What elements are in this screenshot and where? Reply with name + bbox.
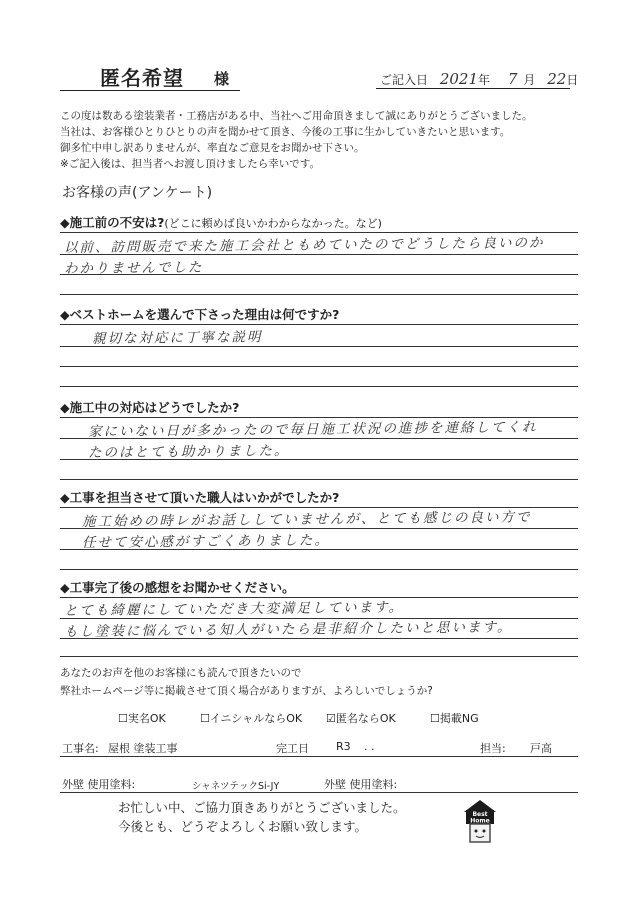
question-hint: (どこに頼めば良いかわからなかった。など) bbox=[164, 217, 382, 230]
answer-3-line-2: たのはとても助かりました。 bbox=[87, 442, 290, 461]
share-line-2: 弊社ホームページ等に掲載させて頂く場合がありますが、よろしいでしょうか? bbox=[60, 685, 433, 697]
option-anonymous[interactable] bbox=[326, 710, 396, 726]
answer-line bbox=[60, 324, 578, 325]
date-label: ご記入日 bbox=[380, 73, 429, 87]
question-4 bbox=[60, 488, 339, 506]
intro-text bbox=[60, 108, 533, 172]
answer-line bbox=[60, 459, 578, 460]
question-label: ◆工事を担当させて頂いた職人はいかがでしたか? bbox=[60, 490, 340, 505]
complete-date-label: 完工日 bbox=[276, 742, 309, 755]
intro-line: 当社は、お客様ひとりひとりの声を聞かせて頂き、今後の工事に生かしていきたいと思います。 bbox=[60, 126, 511, 138]
date-day: 22 bbox=[547, 70, 567, 88]
customer-name: 匿名希望 bbox=[100, 66, 184, 90]
question-2 bbox=[60, 305, 339, 323]
survey-title: お客様の声(アンケート) bbox=[62, 185, 213, 201]
question-5 bbox=[60, 578, 295, 596]
question-1 bbox=[60, 213, 382, 231]
option-label: 掲載NG bbox=[439, 712, 479, 725]
date-year: 2021 bbox=[439, 70, 479, 88]
paint-right-label: 外壁 使用塗料: bbox=[324, 778, 398, 791]
option-label: 匿名ならOK bbox=[335, 712, 396, 725]
answer-line bbox=[60, 569, 578, 570]
thanks-line-2: 今後とも、どうぞよろしくお願い致します。 bbox=[118, 819, 368, 834]
option-label: 実名OK bbox=[127, 712, 166, 725]
intro-line: ※ご記入後は、担当者へお渡し頂けましたら幸いです。 bbox=[60, 158, 320, 170]
answer-5-line-2: もし塗装に悩んでいる知人がいたら是非紹介したいと思います。 bbox=[63, 619, 513, 640]
staff-value: 戸高 bbox=[530, 742, 552, 755]
complete-date-dots: . . bbox=[364, 740, 375, 753]
answer-line bbox=[60, 549, 578, 550]
month-unit: 月 bbox=[523, 73, 536, 87]
answer-line bbox=[60, 254, 578, 255]
answer-line bbox=[60, 479, 578, 480]
answer-4-line-2: 任せて安心感がすごくありました。 bbox=[81, 532, 331, 551]
paint-left-value: シャネツテックSi-JY bbox=[192, 781, 280, 792]
option-no-publish[interactable] bbox=[430, 710, 479, 726]
answer-5-line-1: とても綺麗にしていただき大変満足しています。 bbox=[63, 599, 405, 619]
share-consent-text bbox=[60, 664, 433, 700]
complete-date-value: R3 bbox=[336, 740, 351, 753]
option-real-name[interactable] bbox=[118, 710, 166, 726]
paint-left-label: 外壁 使用塗料: bbox=[62, 778, 136, 791]
answer-1-line-1: 以前、訪問販売で来た施工会社ともめていたのでどうしたら良いのか bbox=[63, 234, 545, 256]
staff-label: 担当: bbox=[480, 742, 506, 755]
checkbox-checked-icon[interactable]: ☑ bbox=[326, 712, 336, 725]
thanks-message bbox=[118, 798, 406, 836]
answer-line bbox=[60, 366, 578, 367]
logo-text-2: Home bbox=[470, 817, 490, 825]
work-name-label: 工事名: bbox=[62, 742, 99, 755]
question-3 bbox=[60, 398, 239, 416]
answer-2-line-1: 親切な対応に丁寧な説明 bbox=[91, 329, 263, 347]
logo-text-1: Best bbox=[472, 811, 488, 818]
answer-line bbox=[60, 294, 578, 295]
best-home-logo bbox=[462, 798, 498, 846]
checkbox-icon[interactable]: ☐ bbox=[430, 712, 440, 725]
share-line-1: あなたのお声を他のお客様にも読んで頂きたいので bbox=[60, 667, 302, 679]
answer-line bbox=[60, 386, 578, 387]
answer-line bbox=[60, 656, 578, 657]
answer-3-line-1: 家にいない日が多かったので毎日施工状況の進捗を連絡してくれ bbox=[87, 419, 538, 440]
checkbox-icon[interactable]: ☐ bbox=[118, 712, 128, 725]
work-name-value: 屋根 塗装工事 bbox=[108, 742, 178, 755]
honorific: 様 bbox=[214, 70, 230, 88]
thanks-line-1: お忙しい中、ご協力頂きありがとうございました。 bbox=[118, 800, 406, 815]
paint-row-underline bbox=[60, 792, 578, 793]
option-initials[interactable] bbox=[200, 710, 302, 726]
year-unit: 年 bbox=[478, 73, 491, 87]
date-month: 7 bbox=[507, 70, 518, 88]
answer-1-line-2: わかりませんでした bbox=[63, 259, 204, 277]
answer-line bbox=[60, 638, 578, 639]
work-row-underline bbox=[60, 756, 578, 757]
checkbox-icon[interactable]: ☐ bbox=[200, 712, 210, 725]
entry-date bbox=[380, 70, 578, 88]
answer-line bbox=[60, 438, 578, 439]
house-mascot-icon bbox=[462, 798, 498, 846]
question-label: ◆施工中の対応はどうでしたか? bbox=[60, 400, 240, 415]
question-label: ◆工事完了後の感想をお聞かせください。 bbox=[60, 580, 295, 595]
intro-line: 御多忙中申し訳ありませんが、率直なご意見をお聞かせ下さい。 bbox=[60, 142, 365, 154]
answer-line bbox=[60, 346, 578, 347]
date-underline bbox=[376, 88, 570, 89]
answer-4-line-1: 施工始めの時レがお話ししていませんが、とても感じの良い方で bbox=[81, 509, 532, 530]
name-underline bbox=[60, 90, 240, 91]
answer-line bbox=[60, 274, 578, 275]
question-label: ◆ベストホームを選んで下さった理由は何ですか? bbox=[60, 307, 340, 322]
intro-line: この度は数ある塗装業者・工務店がある中、当社へご用命頂きまして誠にありがとうございました。 bbox=[60, 110, 533, 122]
option-label: イニシャルならOK bbox=[209, 712, 303, 725]
day-unit: 日 bbox=[566, 73, 579, 87]
question-label: ◆施工前の不安は? bbox=[60, 215, 165, 230]
